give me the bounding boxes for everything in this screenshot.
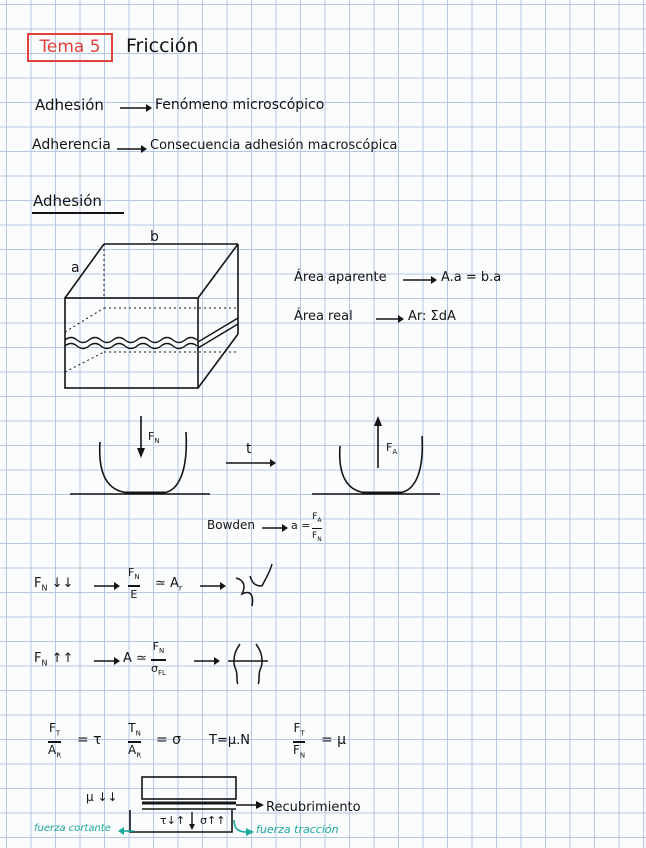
asperity-deformed-sketch <box>226 640 270 686</box>
inner-normal-label: σ↑↑ <box>200 814 226 827</box>
area-real-label: Área real <box>294 309 353 324</box>
eq3: T=μ.N <box>209 733 250 748</box>
eq1-fraction: $F_T$ $A_R$ <box>48 721 62 760</box>
arrow-right-icon <box>120 104 152 112</box>
bowden-lhs: a = <box>291 519 311 532</box>
eq2-fraction: $T_N$ $A_R$ <box>128 721 142 760</box>
area-aparente-label: Área aparente <box>294 270 387 285</box>
adherencia-meaning: Consecuencia adhesión macroscópica <box>150 138 398 153</box>
fn-low-fraction: $F_N$ E <box>128 566 140 601</box>
inner-shear-label: τ↓↑ <box>160 814 186 827</box>
arrow-right-icon <box>403 276 437 284</box>
arrow-right-icon <box>200 582 226 590</box>
block-label-a: a <box>71 260 80 276</box>
mu-label: μ ↓↓ <box>86 790 118 804</box>
recubrimiento-label: Recubrimiento <box>266 800 361 815</box>
force-adhesion-label: $F_A$ <box>386 441 398 457</box>
area-real-formula: Ar: ΣdA <box>408 309 456 324</box>
asperity-contact-sketch <box>232 560 276 610</box>
eq4-fraction: $F_T$ $F_N$ <box>293 721 306 760</box>
topic-badge: Tema 5 <box>27 33 113 62</box>
arrow-right-icon <box>262 524 288 532</box>
arrow-right-icon <box>194 657 220 665</box>
arrow-right-icon <box>117 145 147 153</box>
eq2-rhs: = σ <box>156 732 182 748</box>
teal-arrow-right-icon <box>232 820 254 836</box>
section-heading-underline <box>32 212 124 214</box>
fuerza-cortante-label: fuerza cortante <box>34 823 111 834</box>
eq4-rhs: = μ <box>321 732 347 748</box>
page-title: Fricción <box>126 35 199 57</box>
eq1-rhs: = τ <box>77 732 102 748</box>
contact-diagram-left <box>70 412 210 498</box>
fn-low-rhs: ≃ $A_r$ <box>155 576 183 593</box>
adhesion-term: Adhesión <box>35 96 104 114</box>
adherencia-term: Adherencia <box>32 137 111 153</box>
bowden-fraction: $F_A$ $F_N$ <box>312 512 322 544</box>
section-heading: Adhesión <box>33 192 102 210</box>
fn-high-lhs: $F_N$ ↑↑ <box>34 651 74 668</box>
adhesion-meaning: Fenómeno microscópico <box>155 97 325 113</box>
fn-low-lhs: $F_N$ ↓↓ <box>34 576 74 593</box>
block-label-b: b <box>150 229 159 245</box>
contact-diagram-right <box>312 412 440 498</box>
fuerza-traccion-label: fuerza tracción <box>256 823 339 836</box>
time-label: t <box>246 441 252 457</box>
fn-high-fraction: $F_N$ $\sigma_{FL}$ <box>151 640 166 677</box>
arrow-right-icon <box>94 582 120 590</box>
area-aparente-formula: A.a = b.a <box>441 270 502 285</box>
arrow-right-icon <box>376 315 404 323</box>
teal-arrow-left-icon <box>118 827 134 835</box>
force-normal-label: $F_N$ <box>148 430 160 446</box>
block-diagram <box>60 232 245 392</box>
fn-high-rhs: A ≃ <box>123 651 147 666</box>
arrow-right-icon <box>226 459 276 467</box>
arrow-right-icon <box>94 657 120 665</box>
bowden-label: Bowden <box>207 518 255 532</box>
